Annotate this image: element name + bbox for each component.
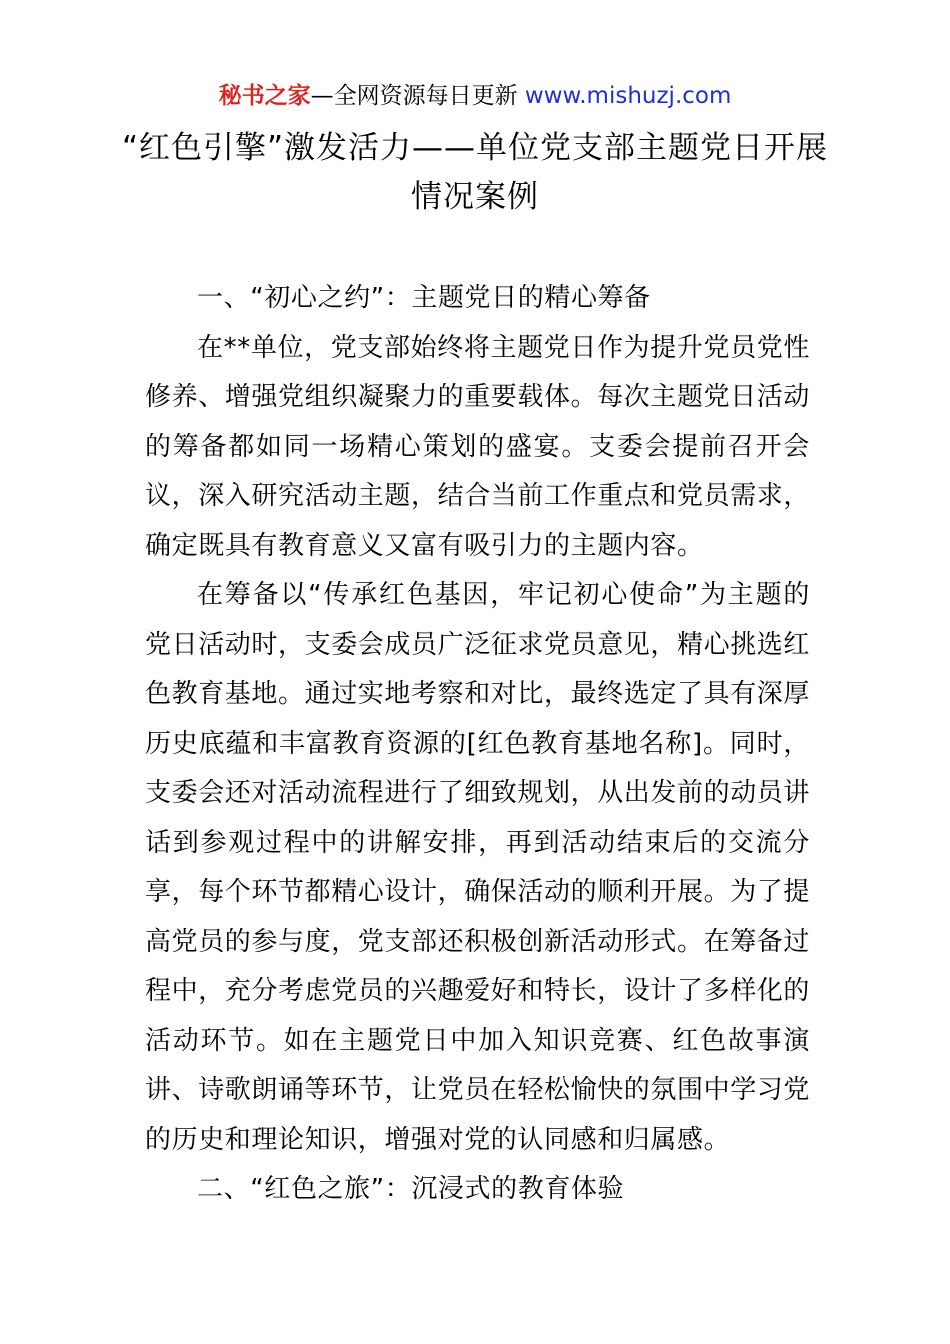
section-1-paragraph-2: 在筹备以“传承红色基因，牢记初心使命”为主题的党日活动时，支委会成员广泛征求党员意见，精心挑选红色教育基地。通过实地考察和对比，最终选定了具有深厚历史底蕴和丰富教育资源的[红色教育基地名称]。同时，支委会还对活动流程进行了细致规划，从出发前的动员讲话到参观过程中的讲解安排，再到活动结束后的交流分享，每个环节都精心设计，确保活动的顺利开展。为了提高党员的参与度，党支部还积极创新活动形式。在筹备过程中，充分考虑党员的兴趣爱好和特长，设计了多样化的活动环节。如在主题党日中加入知识竞赛、红色故事演讲、诗歌朗诵等环节，让党员在轻松愉快的氛围中学习党的历史和理论知识，增强对党的认同感和归属感。: [145, 580, 811, 1155]
section-2-heading: 二、“红色之旅”：沉浸式的教育体验: [197, 1174, 625, 1204]
site-header: [0, 80, 950, 112]
document-body: [145, 274, 810, 1215]
section-1-paragraph-1: 在**单位，党支部始终将主题党日作为提升党员党性修养、增强党组织凝聚力的重要载体。每次主题党日活动的筹备都如同一场精心策划的盛宴。支委会提前召开会议，深入研究活动主题，结合当前工作重点和党员需求，确定既具有教育意义又富有吸引力的主题内容。: [145, 332, 811, 561]
site-url-link[interactable]: www.mishuzj.com: [524, 83, 732, 109]
site-tagline: —全网资源每日更新: [310, 83, 525, 109]
site-brand: 秘书之家: [218, 83, 311, 109]
section-1-heading: 一、“初心之约”：主题党日的精心筹备: [197, 283, 651, 313]
document-title: “红色引擎”激发活力——单位党支部主题党日开展情况案例: [121, 130, 829, 215]
